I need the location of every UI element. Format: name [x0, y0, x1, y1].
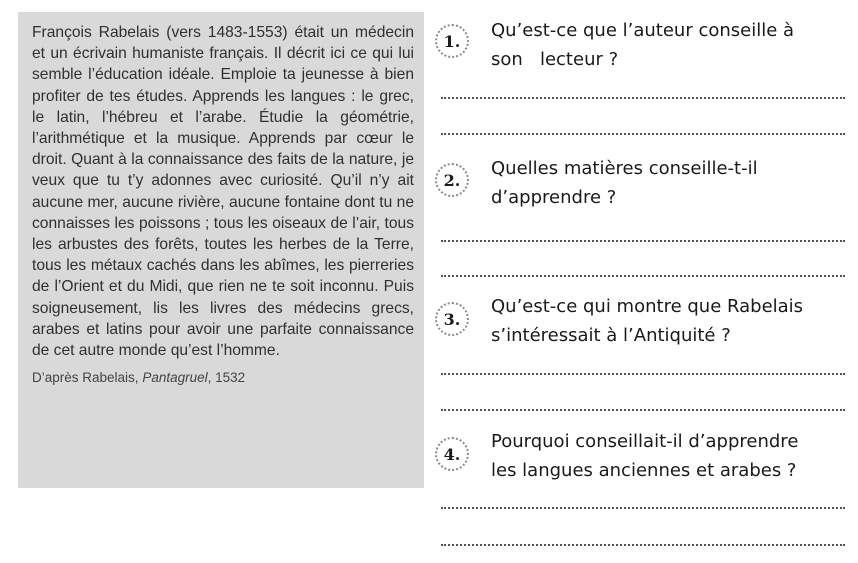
question-text: [491, 16, 851, 74]
answer-line[interactable]: [441, 133, 845, 135]
source-work-title: Pantagruel: [142, 370, 208, 386]
question-line: les langues anciennes et arabes ?: [491, 460, 797, 481]
question-text: [491, 154, 851, 212]
question-line: Quelles matières conseille-t-il: [491, 158, 758, 179]
answer-line[interactable]: [441, 373, 845, 375]
question-text: [491, 292, 851, 350]
question-line: Qu’est-ce que l’auteur conseille à: [491, 20, 795, 41]
answer-line[interactable]: [441, 240, 845, 242]
question-line: Qu’est-ce qui montre que Rabelais: [491, 296, 804, 317]
answer-line[interactable]: [441, 544, 845, 546]
answer-line[interactable]: [441, 507, 845, 509]
question-number-badge: 1.: [435, 24, 469, 58]
question-number-badge: 3.: [435, 302, 469, 336]
answer-line[interactable]: [441, 409, 845, 411]
question-line: Pourquoi conseillait-il d’apprendre: [491, 431, 799, 452]
answer-line[interactable]: [441, 97, 845, 99]
question-number-badge: 4.: [435, 437, 469, 471]
question-line: son lecteur ?: [491, 49, 619, 70]
question-line: s’intéressait à l’Antiquité ?: [491, 325, 731, 346]
question-line: d’apprendre ?: [491, 187, 617, 208]
answer-line[interactable]: [441, 275, 845, 277]
passage-text: François Rabelais (vers 1483-1553) était un médecin et un écrivain humaniste français. Il décrit ici ce qui lui semble l’éducation idéale. Emploie ta jeunesse à bien profiter de tes études. Apprends les langues : le grec, le latin, l’hébreu et l’arabe. Étudie la géométrie, l’arithmétique et la musique. Apprends par cœur le droit. Quant à la connaissance des faits de la nature, je veux que tu t’y adonnes avec curiosité. Qu’il n’y ait aucune mer, aucune rivière, aucune fontaine dont tu ne connaisses les poissons ; tous les oiseaux de l’air, tous les arbustes des forêts, toutes les herbes de la Terre, tous les métaux cachés dans les abîmes, les pierreries de l’Orient et du Midi, que rien ne te soit inconnu. Puis soigneusement, lis les livres des médecins grecs, arabes et latins pour avoir une parfaite connaissance de cet autre monde qu’est l’homme.: [32, 24, 414, 360]
source-prefix: D’après Rabelais,: [32, 370, 143, 386]
passage-source: [32, 370, 414, 385]
question-text: [491, 427, 851, 485]
question-number-badge: 2.: [435, 163, 469, 197]
source-year: , 1532: [207, 370, 246, 386]
text-passage-box: [18, 12, 424, 488]
